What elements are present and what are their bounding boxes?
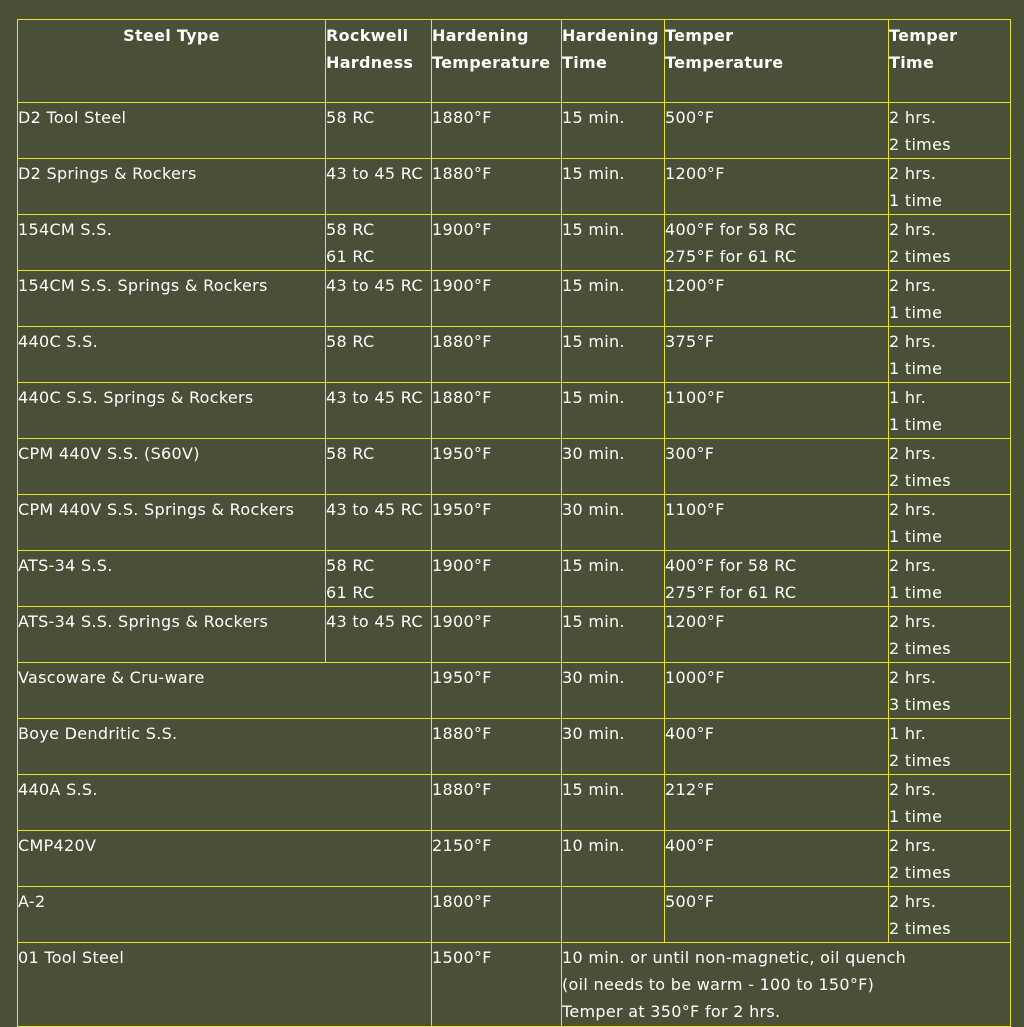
steel-type-cell bbox=[18, 663, 432, 719]
temper-time-cell bbox=[889, 887, 1011, 943]
temper-time-cell-line: 2 hrs. bbox=[889, 836, 937, 855]
temper-temp-cell-line: 400°F bbox=[665, 836, 715, 855]
hardening-temp-cell bbox=[432, 159, 562, 215]
temper-time-cell-line: 1 time bbox=[889, 527, 943, 546]
steel-type-cell-text: ATS-34 S.S. Springs & Rockers bbox=[18, 612, 269, 631]
hardening-temp-cell-text: 1500°F bbox=[432, 948, 492, 967]
temper-temp-cell-line: 275°F for 61 RC bbox=[665, 247, 797, 266]
table-row bbox=[18, 943, 1011, 1027]
header-line: Hardness bbox=[326, 53, 414, 72]
temper-time-cell-line: 1 time bbox=[889, 583, 943, 602]
hardening-time-cell bbox=[562, 551, 665, 607]
hardening-temp-cell-text: 1880°F bbox=[432, 108, 492, 127]
hardness-cell-line: 43 to 45 RC bbox=[326, 500, 423, 519]
hardening-time-cell bbox=[562, 607, 665, 663]
temper-time-cell bbox=[889, 439, 1011, 495]
temper-time-cell bbox=[889, 103, 1011, 159]
steel-type-cell bbox=[18, 831, 432, 887]
temper-temp-cell bbox=[665, 607, 889, 663]
temper-temp-cell bbox=[665, 831, 889, 887]
hardening-temp-cell bbox=[432, 495, 562, 551]
header-steel-type bbox=[18, 20, 326, 103]
steel-type-cell bbox=[18, 607, 326, 663]
temper-temp-cell-line: 1100°F bbox=[665, 388, 725, 407]
temper-time-cell-line: 1 time bbox=[889, 303, 943, 322]
hardening-temp-cell-text: 1950°F bbox=[432, 668, 492, 687]
temper-temp-cell-line: 1200°F bbox=[665, 164, 725, 183]
table-row bbox=[18, 271, 1011, 327]
temper-time-cell bbox=[889, 271, 1011, 327]
hardening-temp-cell-text: 1880°F bbox=[432, 780, 492, 799]
temper-time-cell-line: 1 time bbox=[889, 191, 943, 210]
temper-temp-cell-line: 1200°F bbox=[665, 612, 725, 631]
hardness-cell-line: 58 RC bbox=[326, 220, 375, 239]
temper-temp-cell-line: 1100°F bbox=[665, 500, 725, 519]
temper-time-cell-line: 1 hr. bbox=[889, 388, 927, 407]
hardening-temp-cell-text: 1900°F bbox=[432, 220, 492, 239]
temper-time-cell bbox=[889, 159, 1011, 215]
hardness-cell bbox=[326, 495, 432, 551]
steel-type-cell bbox=[18, 271, 326, 327]
process-note-cell-line: (oil needs to be warm - 100 to 150°F) bbox=[562, 975, 875, 994]
temper-time-cell-line: 2 times bbox=[889, 919, 951, 938]
temper-temp-cell-line: 375°F bbox=[665, 332, 715, 351]
hardening-temp-cell bbox=[432, 327, 562, 383]
steel-type-cell-text: 440A S.S. bbox=[18, 780, 98, 799]
hardness-cell bbox=[326, 607, 432, 663]
hardness-cell bbox=[326, 215, 432, 271]
temper-time-cell bbox=[889, 775, 1011, 831]
hardness-cell-line: 58 RC bbox=[326, 332, 375, 351]
hardening-time-cell bbox=[562, 495, 665, 551]
hardening-temp-cell-text: 2150°F bbox=[432, 836, 492, 855]
hardening-time-cell-text: 15 min. bbox=[562, 388, 625, 407]
steel-type-cell-text: 154CM S.S. Springs & Rockers bbox=[18, 276, 268, 295]
steel-type-cell bbox=[18, 551, 326, 607]
hardening-temp-cell-text: 1880°F bbox=[432, 332, 492, 351]
hardening-temp-cell bbox=[432, 215, 562, 271]
steel-type-cell bbox=[18, 775, 432, 831]
temper-time-cell-line: 2 times bbox=[889, 471, 951, 490]
steel-type-cell bbox=[18, 943, 432, 1027]
hardening-temp-cell bbox=[432, 663, 562, 719]
hardening-temp-cell bbox=[432, 719, 562, 775]
hardening-time-cell-text: 15 min. bbox=[562, 332, 625, 351]
temper-time-cell bbox=[889, 327, 1011, 383]
hardness-cell-line: 58 RC bbox=[326, 556, 375, 575]
temper-temp-cell bbox=[665, 327, 889, 383]
steel-type-cell-text: Boye Dendritic S.S. bbox=[18, 724, 178, 743]
hardening-temp-cell-text: 1900°F bbox=[432, 556, 492, 575]
hardening-time-cell bbox=[562, 103, 665, 159]
steel-type-cell-text: D2 Springs & Rockers bbox=[18, 164, 197, 183]
steel-type-cell bbox=[18, 439, 326, 495]
temper-time-cell-line: 2 times bbox=[889, 639, 951, 658]
header-line: Rockwell bbox=[326, 26, 409, 45]
process-note-cell-line: Temper at 350°F for 2 hrs. bbox=[562, 1002, 781, 1021]
hardening-time-cell bbox=[562, 327, 665, 383]
hardening-temp-cell bbox=[432, 383, 562, 439]
heat-treat-table bbox=[17, 19, 1011, 1027]
temper-temp-cell bbox=[665, 775, 889, 831]
header-line: Time bbox=[889, 53, 935, 72]
temper-time-cell-line: 2 hrs. bbox=[889, 276, 937, 295]
hardness-cell-line: 58 RC bbox=[326, 444, 375, 463]
temper-temp-cell bbox=[665, 439, 889, 495]
temper-temp-cell-line: 500°F bbox=[665, 892, 715, 911]
temper-temp-cell-line: 400°F for 58 RC bbox=[665, 556, 797, 575]
hardening-time-cell bbox=[562, 719, 665, 775]
table-row bbox=[18, 831, 1011, 887]
hardening-time-cell bbox=[562, 439, 665, 495]
hardening-temp-cell bbox=[432, 943, 562, 1027]
hardness-cell bbox=[326, 439, 432, 495]
temper-time-cell bbox=[889, 495, 1011, 551]
hardening-temp-cell-text: 1900°F bbox=[432, 612, 492, 631]
steel-type-cell-text: 440C S.S. bbox=[18, 332, 98, 351]
hardening-temp-cell bbox=[432, 775, 562, 831]
steel-type-cell-text: Vascoware & Cru-ware bbox=[18, 668, 205, 687]
temper-time-cell-line: 2 hrs. bbox=[889, 444, 937, 463]
table-row bbox=[18, 327, 1011, 383]
hardening-temp-cell-text: 1900°F bbox=[432, 276, 492, 295]
temper-time-cell-line: 2 hrs. bbox=[889, 556, 937, 575]
header-line: Time bbox=[562, 53, 608, 72]
hardening-time-cell-text: 15 min. bbox=[562, 276, 625, 295]
hardening-time-cell-text: 15 min. bbox=[562, 108, 625, 127]
hardening-time-cell bbox=[562, 663, 665, 719]
table-row bbox=[18, 439, 1011, 495]
temper-time-cell-line: 2 times bbox=[889, 135, 951, 154]
temper-time-cell-line: 1 hr. bbox=[889, 724, 927, 743]
process-note-cell bbox=[562, 943, 1011, 1027]
temper-time-cell-line: 2 hrs. bbox=[889, 220, 937, 239]
hardening-temp-cell-text: 1950°F bbox=[432, 444, 492, 463]
process-note-cell-line: 10 min. or until non-magnetic, oil quench bbox=[562, 948, 907, 967]
hardness-cell-line: 61 RC bbox=[326, 583, 375, 602]
temper-temp-cell bbox=[665, 159, 889, 215]
temper-time-cell-line: 1 time bbox=[889, 415, 943, 434]
hardening-time-cell-text: 10 min. bbox=[562, 836, 625, 855]
temper-time-cell-line: 2 hrs. bbox=[889, 892, 937, 911]
table-row bbox=[18, 775, 1011, 831]
table-row bbox=[18, 383, 1011, 439]
table-row bbox=[18, 103, 1011, 159]
hardening-time-cell-text: 30 min. bbox=[562, 444, 625, 463]
temper-time-cell-line: 2 times bbox=[889, 247, 951, 266]
header-hardening-time bbox=[562, 20, 665, 103]
hardening-time-cell bbox=[562, 831, 665, 887]
header-line: Temperature bbox=[665, 53, 784, 72]
steel-type-cell-text: CPM 440V S.S. Springs & Rockers bbox=[18, 500, 295, 519]
hardening-temp-cell bbox=[432, 103, 562, 159]
steel-type-cell bbox=[18, 719, 432, 775]
temper-time-cell bbox=[889, 831, 1011, 887]
hardening-temp-cell bbox=[432, 439, 562, 495]
table-body bbox=[18, 103, 1011, 1027]
steel-type-cell bbox=[18, 887, 432, 943]
hardening-time-cell bbox=[562, 775, 665, 831]
temper-time-cell-line: 2 hrs. bbox=[889, 612, 937, 631]
hardening-time-cell-text: 15 min. bbox=[562, 164, 625, 183]
temper-temp-cell-line: 300°F bbox=[665, 444, 715, 463]
hardening-time-cell-text: 30 min. bbox=[562, 668, 625, 687]
temper-temp-cell-line: 500°F bbox=[665, 108, 715, 127]
temper-temp-cell bbox=[665, 887, 889, 943]
hardening-time-cell bbox=[562, 215, 665, 271]
steel-type-cell-text: CPM 440V S.S. (S60V) bbox=[18, 444, 200, 463]
temper-time-cell-line: 1 time bbox=[889, 807, 943, 826]
table-row bbox=[18, 887, 1011, 943]
temper-time-cell-line: 2 hrs. bbox=[889, 332, 937, 351]
temper-temp-cell bbox=[665, 103, 889, 159]
header-row bbox=[18, 20, 1011, 103]
header-line: Temper bbox=[665, 26, 734, 45]
header-line: Steel Type bbox=[123, 26, 220, 45]
temper-time-cell-line: 2 hrs. bbox=[889, 780, 937, 799]
temper-temp-cell bbox=[665, 551, 889, 607]
table-row bbox=[18, 159, 1011, 215]
table-row bbox=[18, 495, 1011, 551]
steel-type-cell-text: 154CM S.S. bbox=[18, 220, 113, 239]
hardness-cell-line: 43 to 45 RC bbox=[326, 388, 423, 407]
temper-temp-cell-line: 400°F for 58 RC bbox=[665, 220, 797, 239]
hardness-cell-line: 58 RC bbox=[326, 108, 375, 127]
table-row bbox=[18, 215, 1011, 271]
hardness-cell bbox=[326, 551, 432, 607]
temper-temp-cell bbox=[665, 383, 889, 439]
header-line: Hardening bbox=[562, 26, 659, 45]
temper-time-cell-line: 2 times bbox=[889, 863, 951, 882]
steel-type-cell bbox=[18, 495, 326, 551]
hardening-temp-cell bbox=[432, 551, 562, 607]
hardness-cell-line: 43 to 45 RC bbox=[326, 612, 423, 631]
temper-time-cell bbox=[889, 383, 1011, 439]
hardness-cell bbox=[326, 103, 432, 159]
steel-type-cell bbox=[18, 327, 326, 383]
hardening-temp-cell bbox=[432, 271, 562, 327]
steel-type-cell-text: A-2 bbox=[18, 892, 46, 911]
temper-temp-cell bbox=[665, 719, 889, 775]
hardness-cell-line: 43 to 45 RC bbox=[326, 276, 423, 295]
table-row bbox=[18, 551, 1011, 607]
temper-time-cell bbox=[889, 607, 1011, 663]
hardening-time-cell bbox=[562, 271, 665, 327]
header-rockwell-hardness bbox=[326, 20, 432, 103]
steel-type-cell-text: CMP420V bbox=[18, 836, 97, 855]
temper-time-cell-line: 2 hrs. bbox=[889, 668, 937, 687]
hardness-cell bbox=[326, 327, 432, 383]
temper-time-cell-line: 2 hrs. bbox=[889, 164, 937, 183]
hardness-cell-line: 61 RC bbox=[326, 247, 375, 266]
hardening-temp-cell bbox=[432, 831, 562, 887]
steel-type-cell-text: 01 Tool Steel bbox=[18, 948, 125, 967]
hardening-time-cell-text: 30 min. bbox=[562, 724, 625, 743]
temper-time-cell bbox=[889, 215, 1011, 271]
header-line: Temperature bbox=[432, 53, 551, 72]
hardening-time-cell bbox=[562, 159, 665, 215]
temper-time-cell-line: 2 times bbox=[889, 751, 951, 770]
hardness-cell bbox=[326, 271, 432, 327]
hardening-temp-cell-text: 1880°F bbox=[432, 724, 492, 743]
hardening-time-cell-text: 15 min. bbox=[562, 556, 625, 575]
temper-temp-cell bbox=[665, 663, 889, 719]
hardening-temp-cell bbox=[432, 607, 562, 663]
header-line: Temper bbox=[889, 26, 958, 45]
temper-temp-cell-line: 1200°F bbox=[665, 276, 725, 295]
temper-time-cell bbox=[889, 551, 1011, 607]
table-row bbox=[18, 607, 1011, 663]
hardening-time-cell-text: 15 min. bbox=[562, 612, 625, 631]
header-temper-temperature bbox=[665, 20, 889, 103]
steel-type-cell bbox=[18, 103, 326, 159]
hardening-time-cell-text: 15 min. bbox=[562, 780, 625, 799]
steel-type-cell bbox=[18, 383, 326, 439]
temper-temp-cell bbox=[665, 495, 889, 551]
hardening-temp-cell-text: 1950°F bbox=[432, 500, 492, 519]
temper-temp-cell-line: 400°F bbox=[665, 724, 715, 743]
temper-time-cell-line: 2 hrs. bbox=[889, 500, 937, 519]
temper-time-cell bbox=[889, 663, 1011, 719]
hardening-time-cell-text: 15 min. bbox=[562, 220, 625, 239]
hardening-temp-cell-text: 1880°F bbox=[432, 164, 492, 183]
header-temper-time bbox=[889, 20, 1011, 103]
hardening-time-cell bbox=[562, 383, 665, 439]
header-hardening-temperature bbox=[432, 20, 562, 103]
hardness-cell bbox=[326, 383, 432, 439]
hardening-temp-cell-text: 1800°F bbox=[432, 892, 492, 911]
steel-type-cell bbox=[18, 159, 326, 215]
hardening-temp-cell bbox=[432, 887, 562, 943]
steel-type-cell-text: D2 Tool Steel bbox=[18, 108, 127, 127]
temper-temp-cell bbox=[665, 215, 889, 271]
hardening-time-cell bbox=[562, 887, 665, 943]
hardness-cell-line: 43 to 45 RC bbox=[326, 164, 423, 183]
temper-temp-cell-line: 275°F for 61 RC bbox=[665, 583, 797, 602]
temper-temp-cell bbox=[665, 271, 889, 327]
hardening-temp-cell-text: 1880°F bbox=[432, 388, 492, 407]
hardening-time-cell-text: 30 min. bbox=[562, 500, 625, 519]
temper-time-cell-line: 3 times bbox=[889, 695, 951, 714]
temper-time-cell-line: 2 hrs. bbox=[889, 108, 937, 127]
temper-temp-cell-line: 212°F bbox=[665, 780, 715, 799]
table-row bbox=[18, 719, 1011, 775]
temper-time-cell bbox=[889, 719, 1011, 775]
temper-temp-cell-line: 1000°F bbox=[665, 668, 725, 687]
hardness-cell bbox=[326, 159, 432, 215]
steel-type-cell-text: ATS-34 S.S. bbox=[18, 556, 113, 575]
header-line: Hardening bbox=[432, 26, 529, 45]
temper-time-cell-line: 1 time bbox=[889, 359, 943, 378]
steel-type-cell-text: 440C S.S. Springs & Rockers bbox=[18, 388, 254, 407]
table-row bbox=[18, 663, 1011, 719]
steel-type-cell bbox=[18, 215, 326, 271]
